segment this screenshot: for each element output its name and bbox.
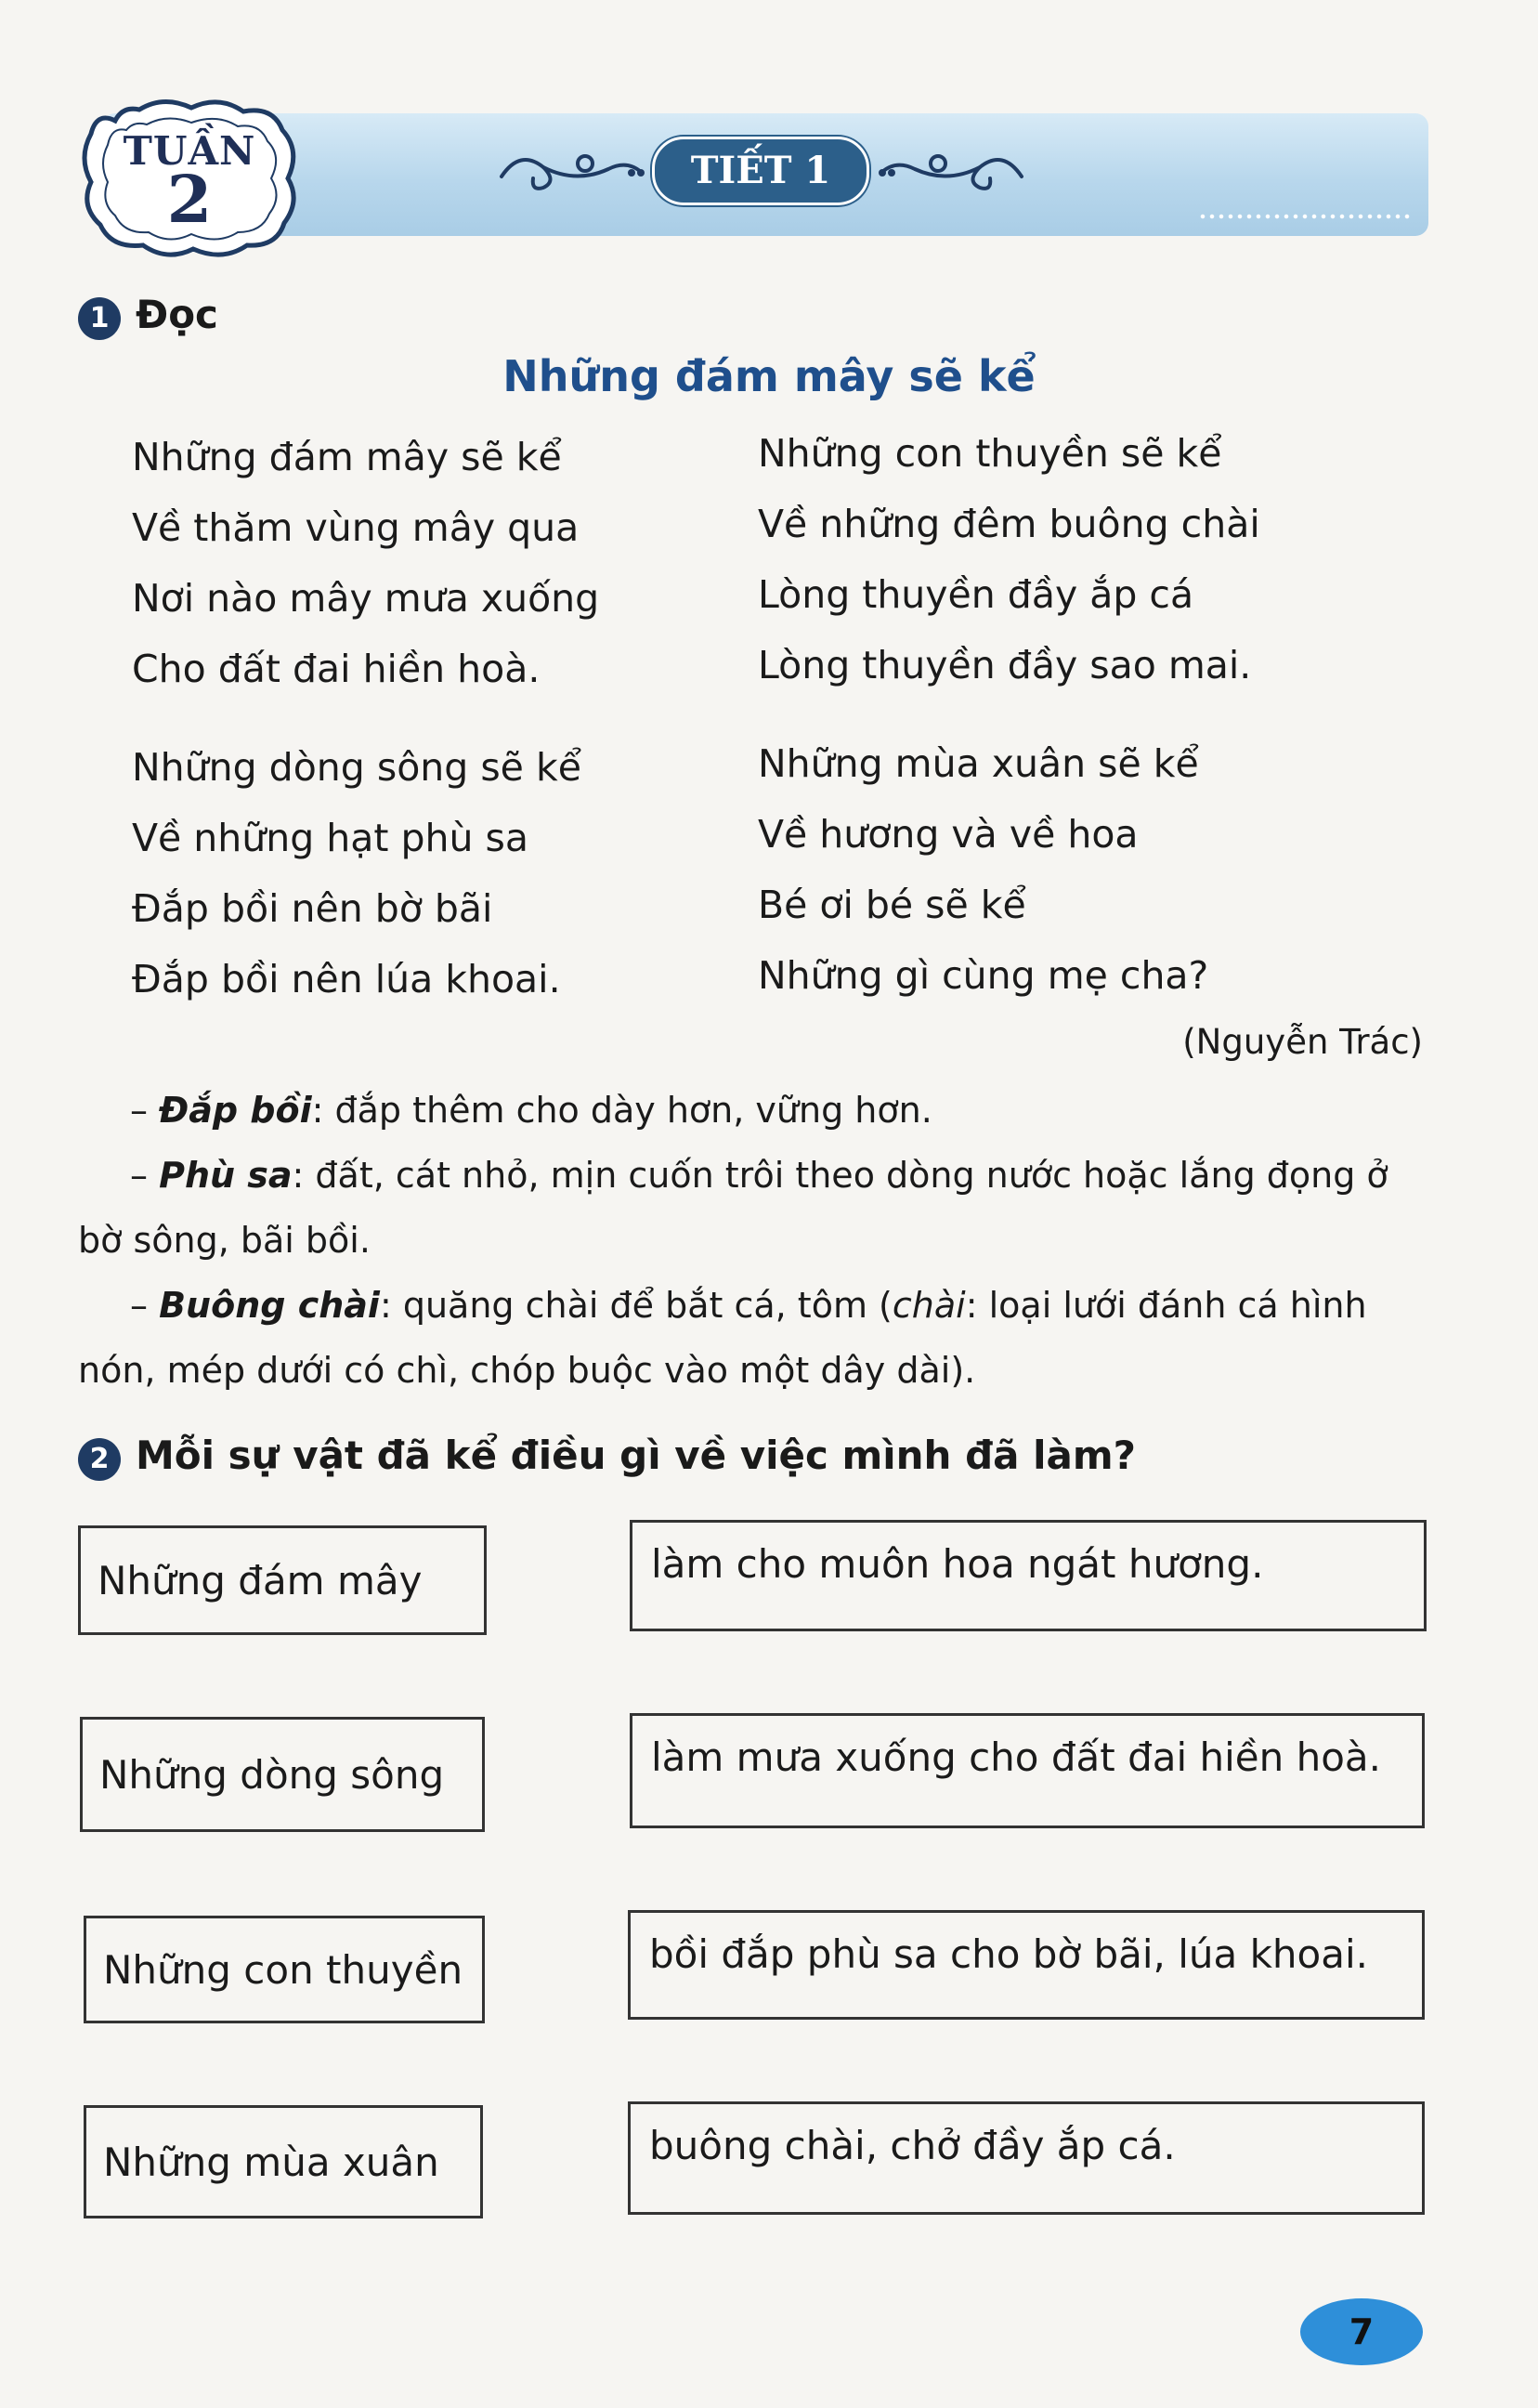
action-box[interactable]: bồi đắp phù sa cho bờ bãi, lúa khoai. xyxy=(628,1910,1425,2020)
glossary-item: – Đắp bồi: đắp thêm cho dày hơn, vững hơn. xyxy=(130,1090,932,1131)
poem-author: (Nguyễn Trác) xyxy=(1182,1022,1423,1062)
section-2-title: Mỗi sự vật đã kể điều gì về việc mình đã làm? xyxy=(136,1433,1136,1478)
subject-box[interactable]: Những mùa xuân xyxy=(84,2105,483,2218)
poem-title: Những đám mây sẽ kể xyxy=(502,351,1036,401)
poem-line: Về những đêm buông chài xyxy=(758,502,1260,546)
poem-line: Đắp bồi nên lúa khoai. xyxy=(132,957,561,1001)
glossary-item: – Phù sa: đất, cát nhỏ, mịn cuốn trôi theo dòng nước hoặc lắng đọng ở bờ sông, bãi bồi. xyxy=(78,1155,1388,1261)
action-box[interactable]: làm mưa xuống cho đất đai hiền hoà. xyxy=(630,1713,1425,1828)
section-2-number: 2 xyxy=(78,1438,121,1481)
poem-line: Lòng thuyền đầy sao mai. xyxy=(758,643,1252,687)
subject-box[interactable]: Những đám mây xyxy=(78,1525,487,1635)
poem-line: Bé ơi bé sẽ kể xyxy=(758,883,1026,927)
glossary-term: Đắp bồi xyxy=(159,1090,312,1131)
poem-line: Những mùa xuân sẽ kể xyxy=(758,741,1199,786)
poem-line: Đắp bồi nên bờ bãi xyxy=(132,886,493,931)
poem-line: Nơi nào mây mưa xuống xyxy=(132,576,600,621)
poem-line: Lòng thuyền đầy ắp cá xyxy=(758,572,1194,617)
glossary-term: Phù sa xyxy=(159,1155,293,1196)
glossary-term: Buông chài xyxy=(159,1285,380,1326)
section-1-number: 1 xyxy=(78,297,121,340)
page-number: 7 xyxy=(1300,2298,1423,2365)
section-1-title: Đọc xyxy=(136,292,218,337)
subject-box[interactable]: Những con thuyền xyxy=(84,1916,485,2023)
glossary-item: – Buông chài: quăng chài để bắt cá, tôm (chài: loại lưới đánh cá hình nón, mép dưới có chì, chóp buộc vào một dây dài). xyxy=(78,1285,1367,1391)
poem-line: Những đám mây sẽ kể xyxy=(132,435,562,479)
poem-line: Về hương và về hoa xyxy=(758,812,1139,857)
poem-line: Những con thuyền sẽ kể xyxy=(758,431,1222,476)
week-label: TUẦN xyxy=(123,128,256,174)
poem-line: Những dòng sông sẽ kể xyxy=(132,745,581,790)
action-box[interactable]: buông chài, chở đầy ắp cá. xyxy=(628,2101,1425,2215)
banner-dots-decoration xyxy=(1198,214,1412,219)
poem-line: Về những hạt phù sa xyxy=(132,816,529,860)
poem-line: Về thăm vùng mây qua xyxy=(132,505,580,550)
poem-line: Cho đất đai hiền hoà. xyxy=(132,647,541,691)
subject-box[interactable]: Những dòng sông xyxy=(80,1717,485,1832)
week-number: 2 xyxy=(166,161,213,238)
action-box[interactable]: làm cho muôn hoa ngát hương. xyxy=(630,1520,1427,1631)
poem-line: Những gì cùng mẹ cha? xyxy=(758,953,1209,998)
lesson-title: TIẾT 1 xyxy=(652,137,869,205)
